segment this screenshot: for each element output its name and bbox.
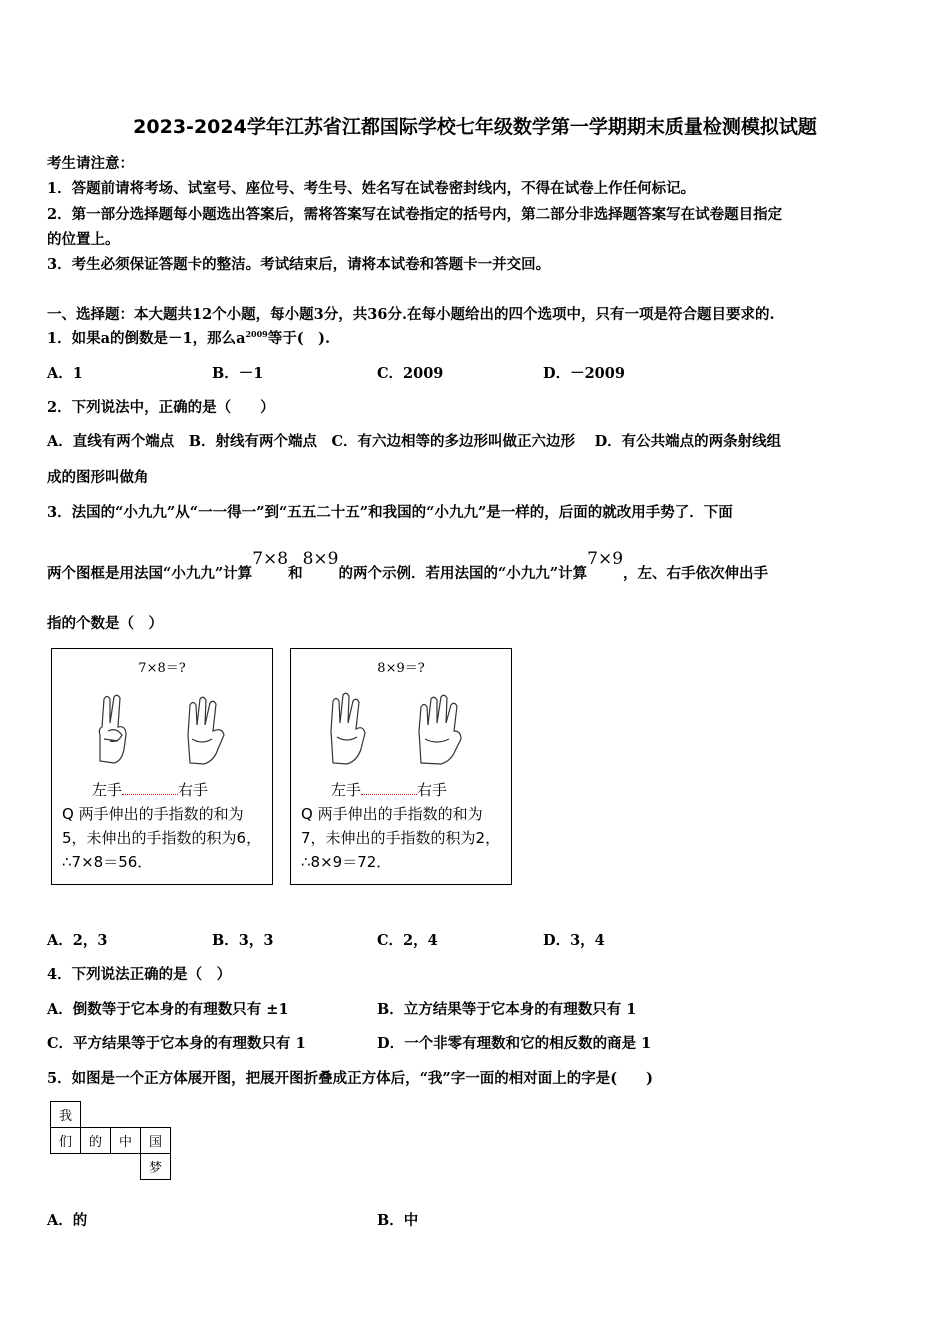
cube-net-diagram — [50, 1101, 171, 1180]
notice-item: 的位置上。 — [47, 231, 120, 248]
q5-option-a: A．的 — [47, 1212, 88, 1229]
hand-gestures — [52, 691, 272, 767]
hand-illustration-icon — [52, 691, 272, 767]
frame-equation: 8×9＝? — [377, 661, 425, 676]
q1-option-a: A．1 — [47, 365, 83, 382]
q4-option-a: A．倒数等于它本身的有理数只有 ±1 — [47, 1001, 289, 1018]
q4-option-c: C．平方结果等于它本身的有理数只有 1 — [47, 1035, 306, 1052]
frame-explanation: Q 两手伸出的手指数的和为5，未伸出的手指数的积为6，∴7×8＝56． — [62, 805, 262, 871]
frame-explanation: Q 两手伸出的手指数的和为7，未伸出的手指数的积为2，∴8×9＝72． — [301, 805, 501, 871]
net-cell: 国 — [141, 1128, 171, 1154]
example-frame-8x9 — [290, 648, 512, 885]
example-frame-7x8 — [51, 648, 273, 885]
notice-item: 2．第一部分选择题每小题选出答案后，需将答案写在试卷指定的括号内，第二部分非选择题答案写在试卷题目指定 — [47, 206, 783, 223]
net-cell: 们 — [51, 1128, 81, 1154]
question-3-stem-line2: 两个图框是用法国“小九九”计算7×8和8×9的两个示例．若用法国的“小九九”计算7×9，左、右手依次伸出手 — [47, 549, 769, 582]
q1-option-c: C．2009 — [377, 365, 444, 382]
question-3-stem-line3: 指的个数是（ ） — [47, 615, 163, 632]
net-cell: 的 — [81, 1128, 111, 1154]
q5-option-b: B．中 — [377, 1212, 419, 1229]
section-heading: 一、选择题：本大题共12个小题，每小题3分，共36分.在每小题给出的四个选项中，只有一项是符合题目要求的. — [47, 306, 775, 323]
q3-option-b: B．3，3 — [212, 932, 274, 949]
hand-labels: 左手 右手 — [92, 781, 209, 799]
notice-heading: 考生请注意： — [47, 155, 134, 172]
q1-option-d: D．－2009 — [543, 365, 625, 382]
q4-option-b: B．立方结果等于它本身的有理数只有 1 — [377, 1001, 637, 1018]
formula-8x9: 8×9 — [302, 549, 339, 569]
question-5-stem: 5．如图是一个正方体展开图，把展开图折叠成正方体后，“我”字一面的相对面上的字是( ) — [47, 1070, 653, 1087]
question-4-stem: 4．下列说法正确的是（ ） — [47, 966, 232, 983]
q1-option-b: B．－1 — [212, 365, 264, 382]
hand-illustration-icon — [291, 691, 511, 767]
net-cell: 我 — [51, 1102, 81, 1128]
net-cell: 中 — [111, 1128, 141, 1154]
hand-gestures — [291, 691, 511, 767]
net-cell: 梦 — [141, 1154, 171, 1180]
hand-labels: 左手 右手 — [331, 781, 448, 799]
q3-option-c: C．2，4 — [377, 932, 438, 949]
formula-7x9: 7×9 — [587, 549, 624, 569]
question-3-stem: 3．法国的“小九九”从“一一得一”到“五五二十五”和我国的“小九九”是一样的，后面的就改用手势了．下面 — [47, 504, 733, 521]
frame-equation: 7×8＝? — [138, 661, 186, 676]
q2-options-continued: 成的图形叫做角 — [47, 469, 149, 486]
q4-option-d: D．一个非零有理数和它的相反数的商是 1 — [377, 1035, 652, 1052]
page-title: 2023-2024学年江苏省江都国际学校七年级数学第一学期期末质量检测模拟试题 — [133, 116, 817, 138]
q3-option-d: D．3，4 — [543, 932, 605, 949]
notice-item: 3．考生必须保证答题卡的整洁。考试结束后，请将本试卷和答题卡一并交回。 — [47, 256, 551, 273]
question-2-stem: 2．下列说法中，正确的是（ ） — [47, 399, 275, 416]
formula-7x8: 7×8 — [252, 549, 289, 569]
notice-item: 1．答题前请将考场、试室号、座位号、考生号、姓名写在试卷密封线内，不得在试卷上作任何标记。 — [47, 180, 696, 197]
question-1-stem: 1．如果a的倒数是－1，那么$a^{2009}$等于( ). — [47, 329, 331, 347]
q2-options: A．直线有两个端点 B．射线有两个端点 C．有六边相等的多边形叫做正六边形 D．有公共端点的两条射线组 — [47, 433, 782, 450]
q3-option-a: A．2，3 — [47, 932, 108, 949]
